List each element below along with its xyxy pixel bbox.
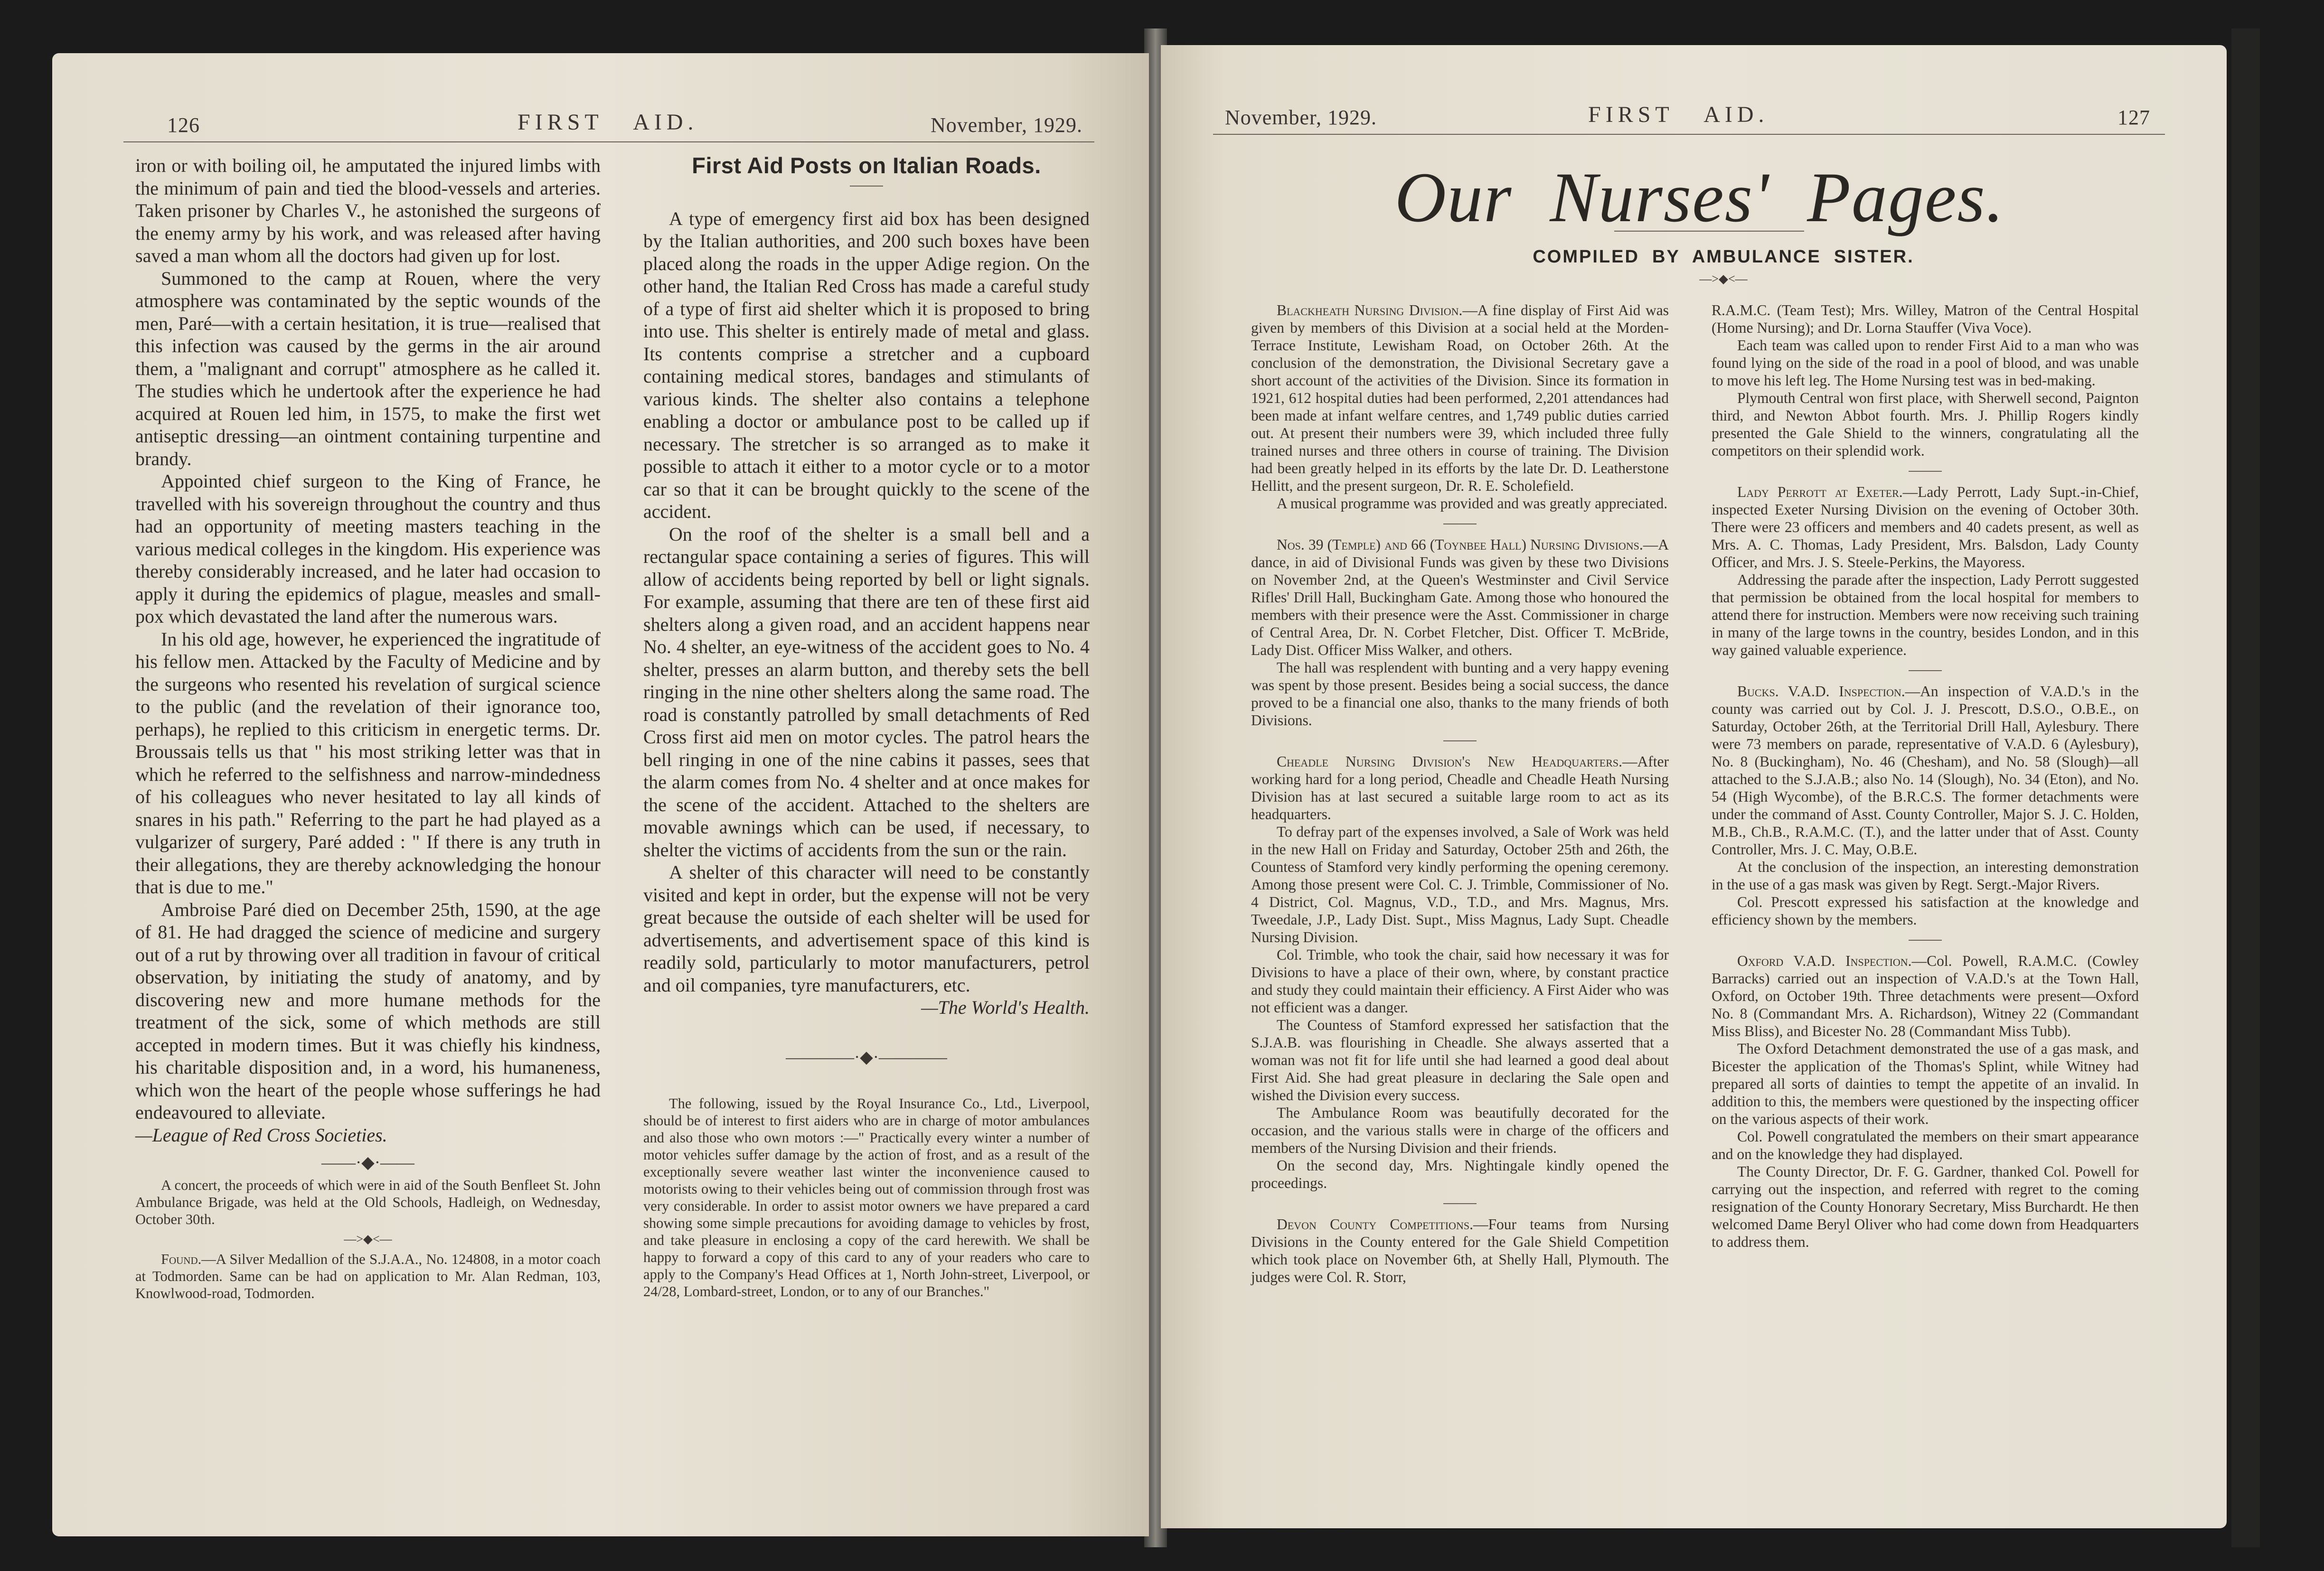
devon-text-2: Each team was called upon to render First Aid to a man who was found lying on the side of the road in a pool of blood, and was unable to move his left leg. The Home Nursing test was in bed-making.: [1712, 337, 2139, 389]
ornament-divider: ——·◆·——: [321, 1153, 414, 1172]
blackheath-label: Blackheath Nursing Division.: [1277, 302, 1463, 318]
pare-paragraph-2: Summoned to the camp at Rouen, where the very atmosphere was contaminated by the septic wounds of the men, Paré—with a certain hesitation, it is true—realised that this infection was caused by the germs in the air around them, a "malignant and corrupt" atmosphere as he called it. The studies which he undertook after the experience he had acquired at Rouen led him, in 1575, to make the first wet antiseptic dressing—an ointment containing turpentine and brandy.: [135, 267, 601, 469]
pare-paragraph-1: iron or with boiling oil, he amputated the injured limbs with the minimum of pain and tied the blood-vessels and arteries. Taken prisoner by Charles V., he astonished the surgeons of the enemy army by his work, and was released after having saved a man whom all the doctors had given up for lost.: [135, 155, 601, 266]
nos-label: Nos. 39 (Temple) and 66 (Toynbee Hall) Nursing Divisions.: [1277, 536, 1643, 553]
section-rule: [1909, 471, 1942, 472]
cheadle-text-5: The Ambulance Room was beautifully decorated for the occasion, and the various stalls were in charge of the officers and members of the Nursing Division and their friends.: [1251, 1104, 1669, 1156]
blackheath-text-2: A musical programme was provided and was greatly appreciated.: [1277, 495, 1668, 512]
devon-text-cont: R.A.M.C. (Team Test); Mrs. Willey, Matron of the Central Hospital (Home Nursing); and Dr. Lorna Stauffer (Viva Voce).: [1712, 302, 2139, 336]
left-page-date: November, 1929.: [931, 113, 1082, 137]
right-running-title: FIRST AID.: [1588, 102, 1769, 127]
right-header-rule: [1213, 134, 2165, 135]
left-column-2: [643, 154, 1090, 1300]
italian-paragraph-2: On the roof of the shelter is a small bell and a rectangular space containing a series of figures. This will allow of accidents being reported by bell or light signals. For example, assuming that there are ten of these first aid shelters along a given road, and an accident happens near No. 4 shelter, an eye-witness of the accident goes to No. 4 shelter, presses an alarm button, and thereby sets the bell ringing in the nine other shelters along the same road. The road is constantly patrolled by small detachments of Red Cross first aid men on motor cycles. The patrol hears the bell ringing in one of the nine cabins it passes, sees that the alarm comes from No. 4 shelter and at once makes for the scene of the accident. Attached to the shelters are movable awnings which can be used, if necessary, to shelter the victims of accidents from the sun or the rain.: [643, 523, 1090, 860]
right-page-date: November, 1929.: [1225, 106, 1377, 129]
devon-label: Devon County Competitions.: [1277, 1216, 1473, 1233]
perrott-text-2: Addressing the parade after the inspection, Lady Perrott suggested that permission be obtained from the local hospital for members to attend there for instruction. Members were now receiving such training in many of the large towns in the country, besides London, and in this way gained valuable experience.: [1712, 571, 2139, 658]
oxford-text-4: The County Director, Dr. F. G. Gardner, thanked Col. Powell for carrying out the inspection, and referred with regret to the coming resignation of the County Honorary Secretary, Miss Burchardt. He then welcomed Dame Beryl Oliver who had come down from Headquarters to address them.: [1712, 1163, 2139, 1250]
found-note: —A Silver Medallion of the S.J.A.A., No. 124808, in a motor coach at Todmorden. Same can be had on application to Mr. Alan Redman, 103, Knowlwood-road, Todmorden.: [135, 1251, 601, 1301]
nos-text-2: The hall was resplendent with bunting and a very happy evening was spent by those present. Besides being a social success, the dance proved to be a financial one also, thanks to the many friends of both Divisions.: [1251, 659, 1669, 729]
ornament-divider: ————·◆·————: [786, 1047, 947, 1066]
found-label: Found.: [161, 1251, 202, 1267]
cheadle-text-6: On the second day, Mrs. Nightingale kindly opened the proceedings.: [1251, 1157, 1669, 1191]
pare-paragraph-4: In his old age, however, he experienced the ingratitude of his fellow men. Attacked by the Faculty of Medicine and by the surgeons who resented his revelation of surgical science to the public (and the revelation of their ignorance too, perhaps), he replied to this criticism in energetic terms. Dr. Broussais tells us that " his most striking letter was that in which he referred to the selfishness and narrow-mindedness of his colleagues who never hesitated to lay all kinds of snares in his path." Referring to the part he had played as a vulgarizer of surgery, Paré added : " If there is any truth in their allegations, they are thereby acknowledging the honour that is due to me.": [135, 628, 601, 898]
section-rule: [1909, 940, 1942, 941]
cheadle-text-3: Col. Trimble, who took the chair, said how necessary it was for Divisions to have a place of their own, where, by constant practice and study they could maintain their efficiency. A First Aider who was not efficient was a danger.: [1251, 946, 1669, 1016]
italian-roads-heading: First Aid Posts on Italian Roads.: [692, 153, 1041, 178]
section-rule: [1909, 670, 1942, 671]
left-column-1: [135, 154, 601, 1302]
bucks-text: —An inspection of V.A.D.'s in the county was carried out by Col. J. J. Prescott, D.S.O., O.B.E., on Saturday, October 26th, at the Territorial Drill Hall, Aylesbury. There were 73 members on parade, representative of V.A.D. 6 (Aylesbury), No. 8 (Buckingham), No. 46 (Chesham), and No. 58 (Slough)—all attached to the S.J.A.B.; also No. 14 (Slough), No. 34 (Eton), and No. 54 (High Wycombe), of the B.R.C.S. The former detachments were under the command of Asst. County Controller, Major S. J. C. Holden, M.B., Ch.B., R.A.M.C. (T.), and the latter under that of Asst. County Controller, Mrs. J. C. May, O.B.E.: [1712, 683, 2139, 858]
blackheath-text: —A fine display of First Aid was given by members of this Division at a social held at the Morden-Terrace Institute, Lewisham Road, on October 26th. At the conclusion of the demonstration, the Divisional Secretary gave a short account of the activities of the Division. Since its formation in 1921, 612 hospital duties had been performed, 2,201 attendances had been made at infant welfare centres, and 1,749 public duties carried out. At present their numbers were 39, which included three fully trained nurses and three others in course of training. The Division had been greatly helped in its efforts by the late Dr. D. Leatherstone Hellitt, and the present surgeon, Dr. R. E. Scholefield.: [1251, 302, 1669, 494]
left-header-rule: [123, 141, 1094, 142]
bucks-text-3: Col. Prescott expressed his satisfaction at the knowledge and efficiency shown by the members.: [1712, 894, 2139, 928]
right-column-1: [1251, 301, 1669, 1286]
perrott-label: Lady Perrott at Exeter.: [1737, 484, 1903, 500]
oxford-text-3: Col. Powell congratulated the members on their smart appearance and on the knowledge they had displayed.: [1712, 1128, 2139, 1162]
compiled-by: COMPILED BY AMBULANCE SISTER.: [1533, 247, 1914, 267]
concert-note: A concert, the proceeds of which were in aid of the South Benfleet St. John Ambulance Brigade, was held at the Old Schools, Hadleigh, on Wednesday, October 30th.: [135, 1177, 601, 1227]
oxford-text: —Col. Powell, R.A.M.C. (Cowley Barracks) carried out an inspection of V.A.D.'s at the Town Hall, Oxford, on October 19th. Three detachments were present—Oxford No. 8 (Commandant Mrs. A. Richardson), Witney 22 (Commandant Miss Bliss), and Bicester No. 28 (Commandant Miss Tubb).: [1712, 953, 2139, 1039]
left-running-title: FIRST AID.: [517, 110, 698, 135]
bucks-label: Bucks. V.A.D. Inspection.: [1737, 683, 1905, 700]
devon-text-3: Plymouth Central won first place, with Sherwell second, Paignton third, and Newton Abbot fourth. Mrs. J. Phillip Rogers kindly presented the Gale Shield to the winners, congratulating all the competitors on their splendid work.: [1712, 390, 2139, 459]
heading-rule: [850, 186, 883, 187]
left-page-number: 126: [167, 113, 200, 137]
cheadle-label: Cheadle Nursing Division's New Headquarters.: [1277, 753, 1623, 770]
bucks-text-2: At the conclusion of the inspection, an interesting demonstration in the use of a gas mask was given by Regt. Sergt.-Major Rivers.: [1712, 859, 2139, 893]
italian-paragraph-1: A type of emergency first aid box has been designed by the Italian authorities, and 200 such boxes have been placed along the roads in the upper Adige region. On the other hand, the Italian Red Cross has made a careful study of a type of first aid shelter which it is proposed to bring into use. This shelter is entirely made of metal and glass. Its contents comprise a stretcher and a cupboard containing medical stores, bandages and stimulants of various kinds. The shelter also contains a telephone enabling a doctor or ambulance post to be called up if necessary. The stretcher is so arranged as to make it possible to attach it either to a motor cycle or to a motor car so that it can be brought quickly to the scene of the accident.: [643, 207, 1090, 522]
italian-source: —The World's Health.: [921, 997, 1090, 1018]
oxford-text-2: The Oxford Detachment demonstrated the use of a gas mask, and Bicester the application of the Thomas's Splint, while Witney had prepared all sorts of dainties to tempt the appetite of an invalid. In addition to this, the members were questioned by the inspecting officer on the various aspects of their work.: [1712, 1040, 2139, 1127]
book-edge: [2231, 28, 2260, 1547]
devon-text: —Four teams from Nursing Divisions in the County entered for the Gale Shield Competition which took place on November 6th, at Shelly Hall, Plymouth. The judges were Col. R. Storr,: [1251, 1216, 1669, 1285]
italian-paragraph-3: A shelter of this character will need to be constantly visited and kept in order, but the expense will not be very great because the outside of each shelter will be used for advertisements, and advertisement space of this kind is readily sold, particularly to motor manufacturers, petrol and oil companies, tyre manufacturers, etc.: [643, 861, 1090, 996]
section-rule: [1443, 740, 1477, 741]
title-rule: [1614, 231, 1804, 232]
cheadle-text-4: The Countess of Stamford expressed her satisfaction that the S.J.A.B. was flourishing in Cheadle. She always asserted that a woman was not fit for life until she had learned a good deal about First Aid. She had great pleasure in declaring the Sale open and wished the Division every success.: [1251, 1017, 1669, 1103]
perrott-text: —Lady Perrott, Lady Supt.-in-Chief, inspected Exeter Nursing Division on the evening of October 30th. There were 23 officers and members and 40 cadets present, as well as Mrs. A. C. Thomas, Lady President, Mrs. Balsdon, Lady County Officer, and Mrs. J. S. Steele-Perkins, the Mayoress.: [1712, 484, 2139, 570]
right-column-2: [1712, 301, 2139, 1251]
cheadle-text: —After working hard for a long period, Cheadle and Cheadle Heath Nursing Division has at last secured a suitable large room to act as its headquarters.: [1251, 753, 1669, 823]
arrow-ornament-icon: —>◆<—: [1699, 272, 1748, 286]
insurance-note: The following, issued by the Royal Insurance Co., Ltd., Liverpool, should be of interest to first aiders who are in charge of motor ambulances and also those who own motors :—" Practically every winter a number of motor vehicles suffer damage by the action of frost, and as a result of the exceptionally severe weather last winter the inconvenience caused to motorists owing to their vehicles being out of commission through frost was very considerable. In order to assist motor owners we have prepared a card showing some simple precautions for avoiding damage to vehicles by frost, and take pleasure in enclosing a copy of the card herewith. We shall be happy to forward a copy of this card to any of your readers who care to apply to the Company's Head Offices at 1, North John-street, Liverpool, or 24/28, Lombard-street, London, or to any of our Branches.": [643, 1095, 1090, 1300]
nurses-pages-title: Our Nurses' Pages.: [1394, 158, 2005, 237]
pare-paragraph-3: Appointed chief surgeon to the King of France, he travelled with his sovereign throughout the country and thus had an opportunity of meeting masters teaching in the various medical colleges in the kingdom. His experience was thereby considerably increased, and he later had occasion to apply it during the epidemics of plague, measles and small-pox which devastated the land after the numerous wars.: [135, 470, 601, 627]
oxford-label: Oxford V.A.D. Inspection.: [1737, 953, 1912, 969]
pare-paragraph-5: Ambroise Paré died on December 25th, 1590, at the age of 81. He had dragged the science of medicine and surgery out of a rut by throwing over all tradition in favour of critical observation, by initiating the study of anatomy, and by discovering new and more humane methods for the treatment of the sick, some of which methods are still accepted in modern times. But it was chiefly his kindness, his charitable disposition and, in a word, his humaneness, which won the heart of the people whose sufferings he had endeavoured to alleviate.: [135, 898, 601, 1123]
right-page-number: 127: [2117, 106, 2150, 129]
arrow-ornament-icon: —>◆<—: [344, 1232, 392, 1246]
section-rule: [1443, 1203, 1477, 1204]
cheadle-text-2: To defray part of the expenses involved, a Sale of Work was held in the new Hall on Friday and Saturday, October 25th and 26th, the Countess of Stamford very kindly performing the opening ceremony. Among those present were Col. C. J. Trimble, Commissioner of No. 4 District, Col. Magnus, V.D., T.D., and Mrs. Magnus, Mrs. Tweedale, J.P., Lady Dist. Supt., Miss Magnus, Lady Supt. Cheadle Nursing Division.: [1251, 823, 1669, 945]
nos-text: —A dance, in aid of Divisional Funds was given by these two Divisions on November 2nd, at the Queen's Westminster and Civil Service Rifles' Drill Hall, Buckingham Gate. Among those who honoured the members with their presence were the Asst. Commissioner in charge of Central Area, Dr. N. Corbet Fletcher, Dist. Officer T. McBride, Lady Dist. Officer Miss Walker, and others.: [1251, 536, 1669, 658]
pare-signature: —League of Red Cross Societies.: [135, 1124, 387, 1146]
